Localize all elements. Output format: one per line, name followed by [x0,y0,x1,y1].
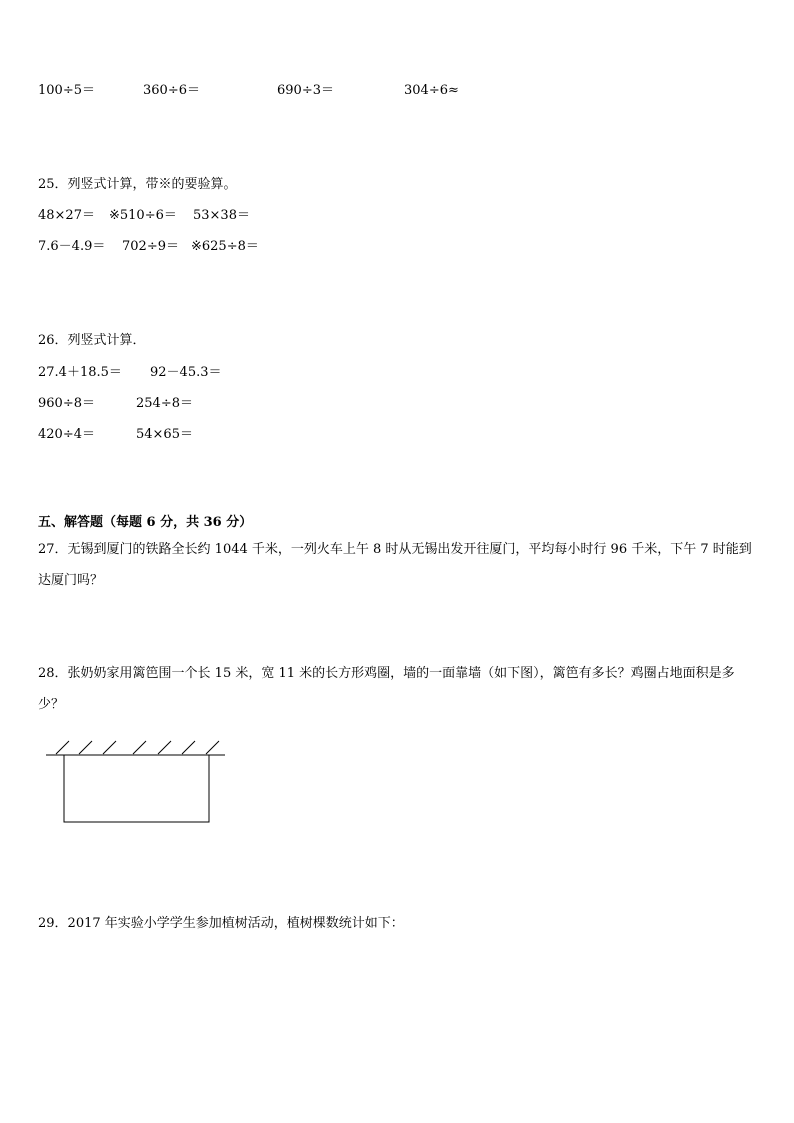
q26-expr-4: 254÷8＝ [136,396,193,411]
q25-expr-3: 53×38＝ [193,208,250,223]
q25-expr-6: ※625÷8＝ [191,239,259,254]
wall-hatch [56,741,69,754]
q24-expr-3: 690÷3＝ [277,83,334,98]
wall-hatch [79,741,92,754]
q24-expr-2: 360÷6＝ [143,83,200,98]
wall-hatch [182,741,195,754]
q25-title: 25．列竖式计算，带※的要验算。 [38,177,237,192]
q27-text: 27．无锡到厦门的铁路全长约 1044 千米，一列火车上午 8 时从无锡出发开往厦门，平均每小时行 96 千米，下午 7 时能到达厦门吗？ [38,542,752,588]
chicken-coop-figure [40,735,230,827]
q24-expr-1: 100÷5＝ [38,83,95,98]
q29-text: 29．2017 年实验小学学生参加植树活动，植树棵数统计如下： [38,916,404,931]
q28-text: 28．张奶奶家用篱笆围一个长 15 米，宽 11 米的长方形鸡圈，墙的一面靠墙（如下图），篱笆有多长？鸡圈占地面积是多少？ [38,666,735,712]
q25-expr-4: 7.6－4.9＝ [38,239,106,254]
q26-title: 26．列竖式计算． [38,333,146,348]
coop-rectangle [64,755,209,822]
q25-expr-5: 702÷9＝ [122,239,179,254]
section-5-heading: 五、解答题（每题 6 分，共 36 分） [38,515,253,530]
wall-hatch [206,741,219,754]
q24-expr-4: 304÷6≈ [404,83,459,98]
wall-hatch [103,741,116,754]
wall-hatch [133,741,146,754]
q25-expr-2: ※510÷6＝ [109,208,177,223]
wall-hatch [158,741,171,754]
q26-expr-2: 92－45.3＝ [150,365,222,380]
q25-expr-1: 48×27＝ [38,208,95,223]
q26-expr-5: 420÷4＝ [38,427,95,442]
q26-expr-1: 27.4＋18.5＝ [38,365,122,380]
q26-expr-6: 54×65＝ [136,427,193,442]
q26-expr-3: 960÷8＝ [38,396,95,411]
